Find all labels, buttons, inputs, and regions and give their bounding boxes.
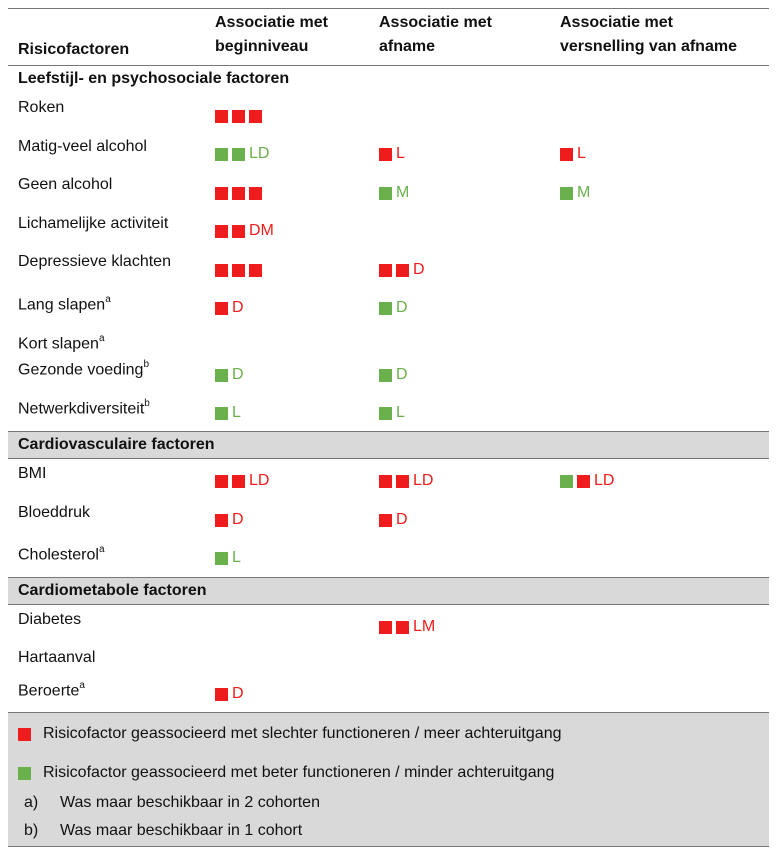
- red-square-icon: [232, 187, 245, 200]
- evidence-letters: L: [232, 549, 241, 566]
- association-cell: [215, 260, 266, 280]
- green-square-icon: [379, 369, 392, 382]
- row-label: Diabetes: [18, 611, 82, 628]
- footnote-marker: a: [98, 544, 105, 555]
- bottom-rule: [8, 846, 769, 847]
- association-cell: [215, 510, 244, 530]
- evidence-letters: LM: [413, 618, 436, 635]
- header-risk-factors: Risicofactoren: [18, 41, 130, 58]
- red-square-icon: [396, 264, 409, 277]
- association-cell: [560, 183, 590, 203]
- red-square-icon: [396, 475, 409, 488]
- evidence-letters: D: [232, 366, 244, 383]
- green-square-icon: [560, 187, 573, 200]
- evidence-letters: M: [577, 184, 591, 201]
- evidence-letters: D: [396, 511, 408, 528]
- evidence-letters: D: [396, 299, 408, 316]
- row-label: BMI: [18, 465, 47, 482]
- association-cell: [379, 617, 435, 637]
- row-label: Bloeddruk: [18, 504, 91, 521]
- row-label: Hartaanval: [18, 649, 96, 666]
- red-square-icon: [249, 187, 262, 200]
- evidence-letters: D: [396, 366, 408, 383]
- association-cell: [560, 471, 614, 491]
- footnote-marker: b: [144, 398, 150, 409]
- row-label: Depressieve klachten: [18, 253, 171, 270]
- red-square-icon: [232, 225, 245, 238]
- legend-green-text: Risicofactor geassocieerd met beter functioneren / minder achteruitgang: [43, 764, 555, 781]
- association-cell: [215, 144, 269, 164]
- association-cell: [379, 144, 405, 164]
- green-square-icon: [18, 767, 31, 780]
- red-square-icon: [215, 475, 228, 488]
- association-cell: [215, 221, 274, 241]
- row-label: Cholesterol$^a$: [18, 544, 105, 564]
- association-cell: [379, 365, 408, 385]
- section-rule: [8, 604, 769, 605]
- green-square-icon: [379, 302, 392, 315]
- association-cell: [215, 684, 244, 704]
- red-square-icon: [215, 514, 228, 527]
- red-square-icon: [396, 621, 409, 634]
- header-rule: [8, 65, 769, 66]
- red-square-icon: [379, 514, 392, 527]
- association-cell: [560, 144, 586, 164]
- association-cell: [379, 298, 408, 318]
- section-title-cardiometabolic: Cardiometabole factoren: [18, 582, 207, 599]
- green-square-icon: [215, 369, 228, 382]
- evidence-letters: DM: [249, 222, 274, 239]
- red-square-icon: [379, 621, 392, 634]
- footnote-marker: a: [98, 333, 105, 344]
- evidence-letters: L: [577, 145, 586, 162]
- red-square-icon: [215, 187, 228, 200]
- footnote-marker: b: [143, 359, 149, 370]
- association-cell: [215, 548, 241, 568]
- evidence-letters: L: [232, 404, 241, 421]
- red-square-icon: [379, 148, 392, 161]
- evidence-letters: D: [232, 511, 244, 528]
- association-cell: [215, 365, 244, 385]
- red-square-icon: [379, 475, 392, 488]
- evidence-letters: D: [232, 685, 244, 702]
- red-square-icon: [215, 264, 228, 277]
- section-rule: [8, 458, 769, 459]
- green-square-icon: [560, 475, 573, 488]
- top-rule: [8, 8, 769, 9]
- green-square-icon: [215, 552, 228, 565]
- red-square-icon: [577, 475, 590, 488]
- evidence-letters: D: [232, 299, 244, 316]
- association-cell: [215, 403, 241, 423]
- association-cell: [379, 510, 408, 530]
- evidence-letters: LD: [249, 472, 270, 489]
- green-square-icon: [215, 407, 228, 420]
- association-cell: [215, 106, 266, 126]
- red-square-icon: [215, 110, 228, 123]
- header-decline: Associatie met afname: [379, 14, 492, 55]
- row-label: Beroerte$^a$: [18, 680, 85, 700]
- association-cell: [379, 260, 425, 280]
- legend-green: [18, 762, 554, 784]
- association-cell: [379, 403, 405, 423]
- section-title-lifestyle: Leefstijl- en psychosociale factoren: [18, 70, 290, 87]
- row-label: Netwerkdiversiteit$^b$: [18, 398, 150, 418]
- green-square-icon: [215, 148, 228, 161]
- association-cell: [215, 471, 269, 491]
- header-baseline: Associatie met beginniveau: [215, 14, 328, 55]
- footnote-marker: a: [105, 294, 111, 305]
- evidence-letters: LD: [249, 145, 270, 162]
- footnote-b: b) Was maar beschikbaar in 1 cohort: [24, 822, 303, 839]
- row-label: Roken: [18, 99, 65, 116]
- legend-red-text: Risicofactor geassocieerd met slechter functioneren / meer achteruitgang: [43, 725, 562, 742]
- header-acceleration: Associatie met versnelling van afname: [560, 14, 737, 55]
- red-square-icon: [560, 148, 573, 161]
- green-square-icon: [232, 148, 245, 161]
- association-cell: [379, 471, 433, 491]
- red-square-icon: [232, 475, 245, 488]
- evidence-letters: L: [396, 145, 405, 162]
- footnote-marker: a: [79, 680, 85, 691]
- row-label: Gezonde voeding$^b$: [18, 359, 149, 379]
- footnote-a: a) Was maar beschikbaar in 2 cohorten: [24, 794, 320, 811]
- row-label: Lang slapen$^a$: [18, 294, 111, 314]
- red-square-icon: [18, 728, 31, 741]
- red-square-icon: [249, 264, 262, 277]
- evidence-letters: LD: [594, 472, 615, 489]
- red-square-icon: [379, 264, 392, 277]
- evidence-letters: LD: [413, 472, 434, 489]
- red-square-icon: [215, 302, 228, 315]
- row-label: Lichamelijke activiteit: [18, 215, 169, 232]
- evidence-letters: M: [396, 184, 410, 201]
- red-square-icon: [215, 688, 228, 701]
- association-cell: [379, 183, 409, 203]
- evidence-letters: L: [396, 404, 405, 421]
- section-title-cardiovascular: Cardiovasculaire factoren: [18, 436, 215, 453]
- red-square-icon: [249, 110, 262, 123]
- row-label: Geen alcohol: [18, 176, 113, 193]
- green-square-icon: [379, 187, 392, 200]
- row-label: Matig-veel alcohol: [18, 138, 147, 155]
- legend-red: [18, 723, 561, 745]
- red-square-icon: [215, 225, 228, 238]
- association-cell: [215, 298, 244, 318]
- evidence-letters: D: [413, 261, 425, 278]
- row-label: Kort slapen$^a$: [18, 333, 105, 353]
- association-cell: [215, 183, 266, 203]
- red-square-icon: [232, 264, 245, 277]
- red-square-icon: [232, 110, 245, 123]
- green-square-icon: [379, 407, 392, 420]
